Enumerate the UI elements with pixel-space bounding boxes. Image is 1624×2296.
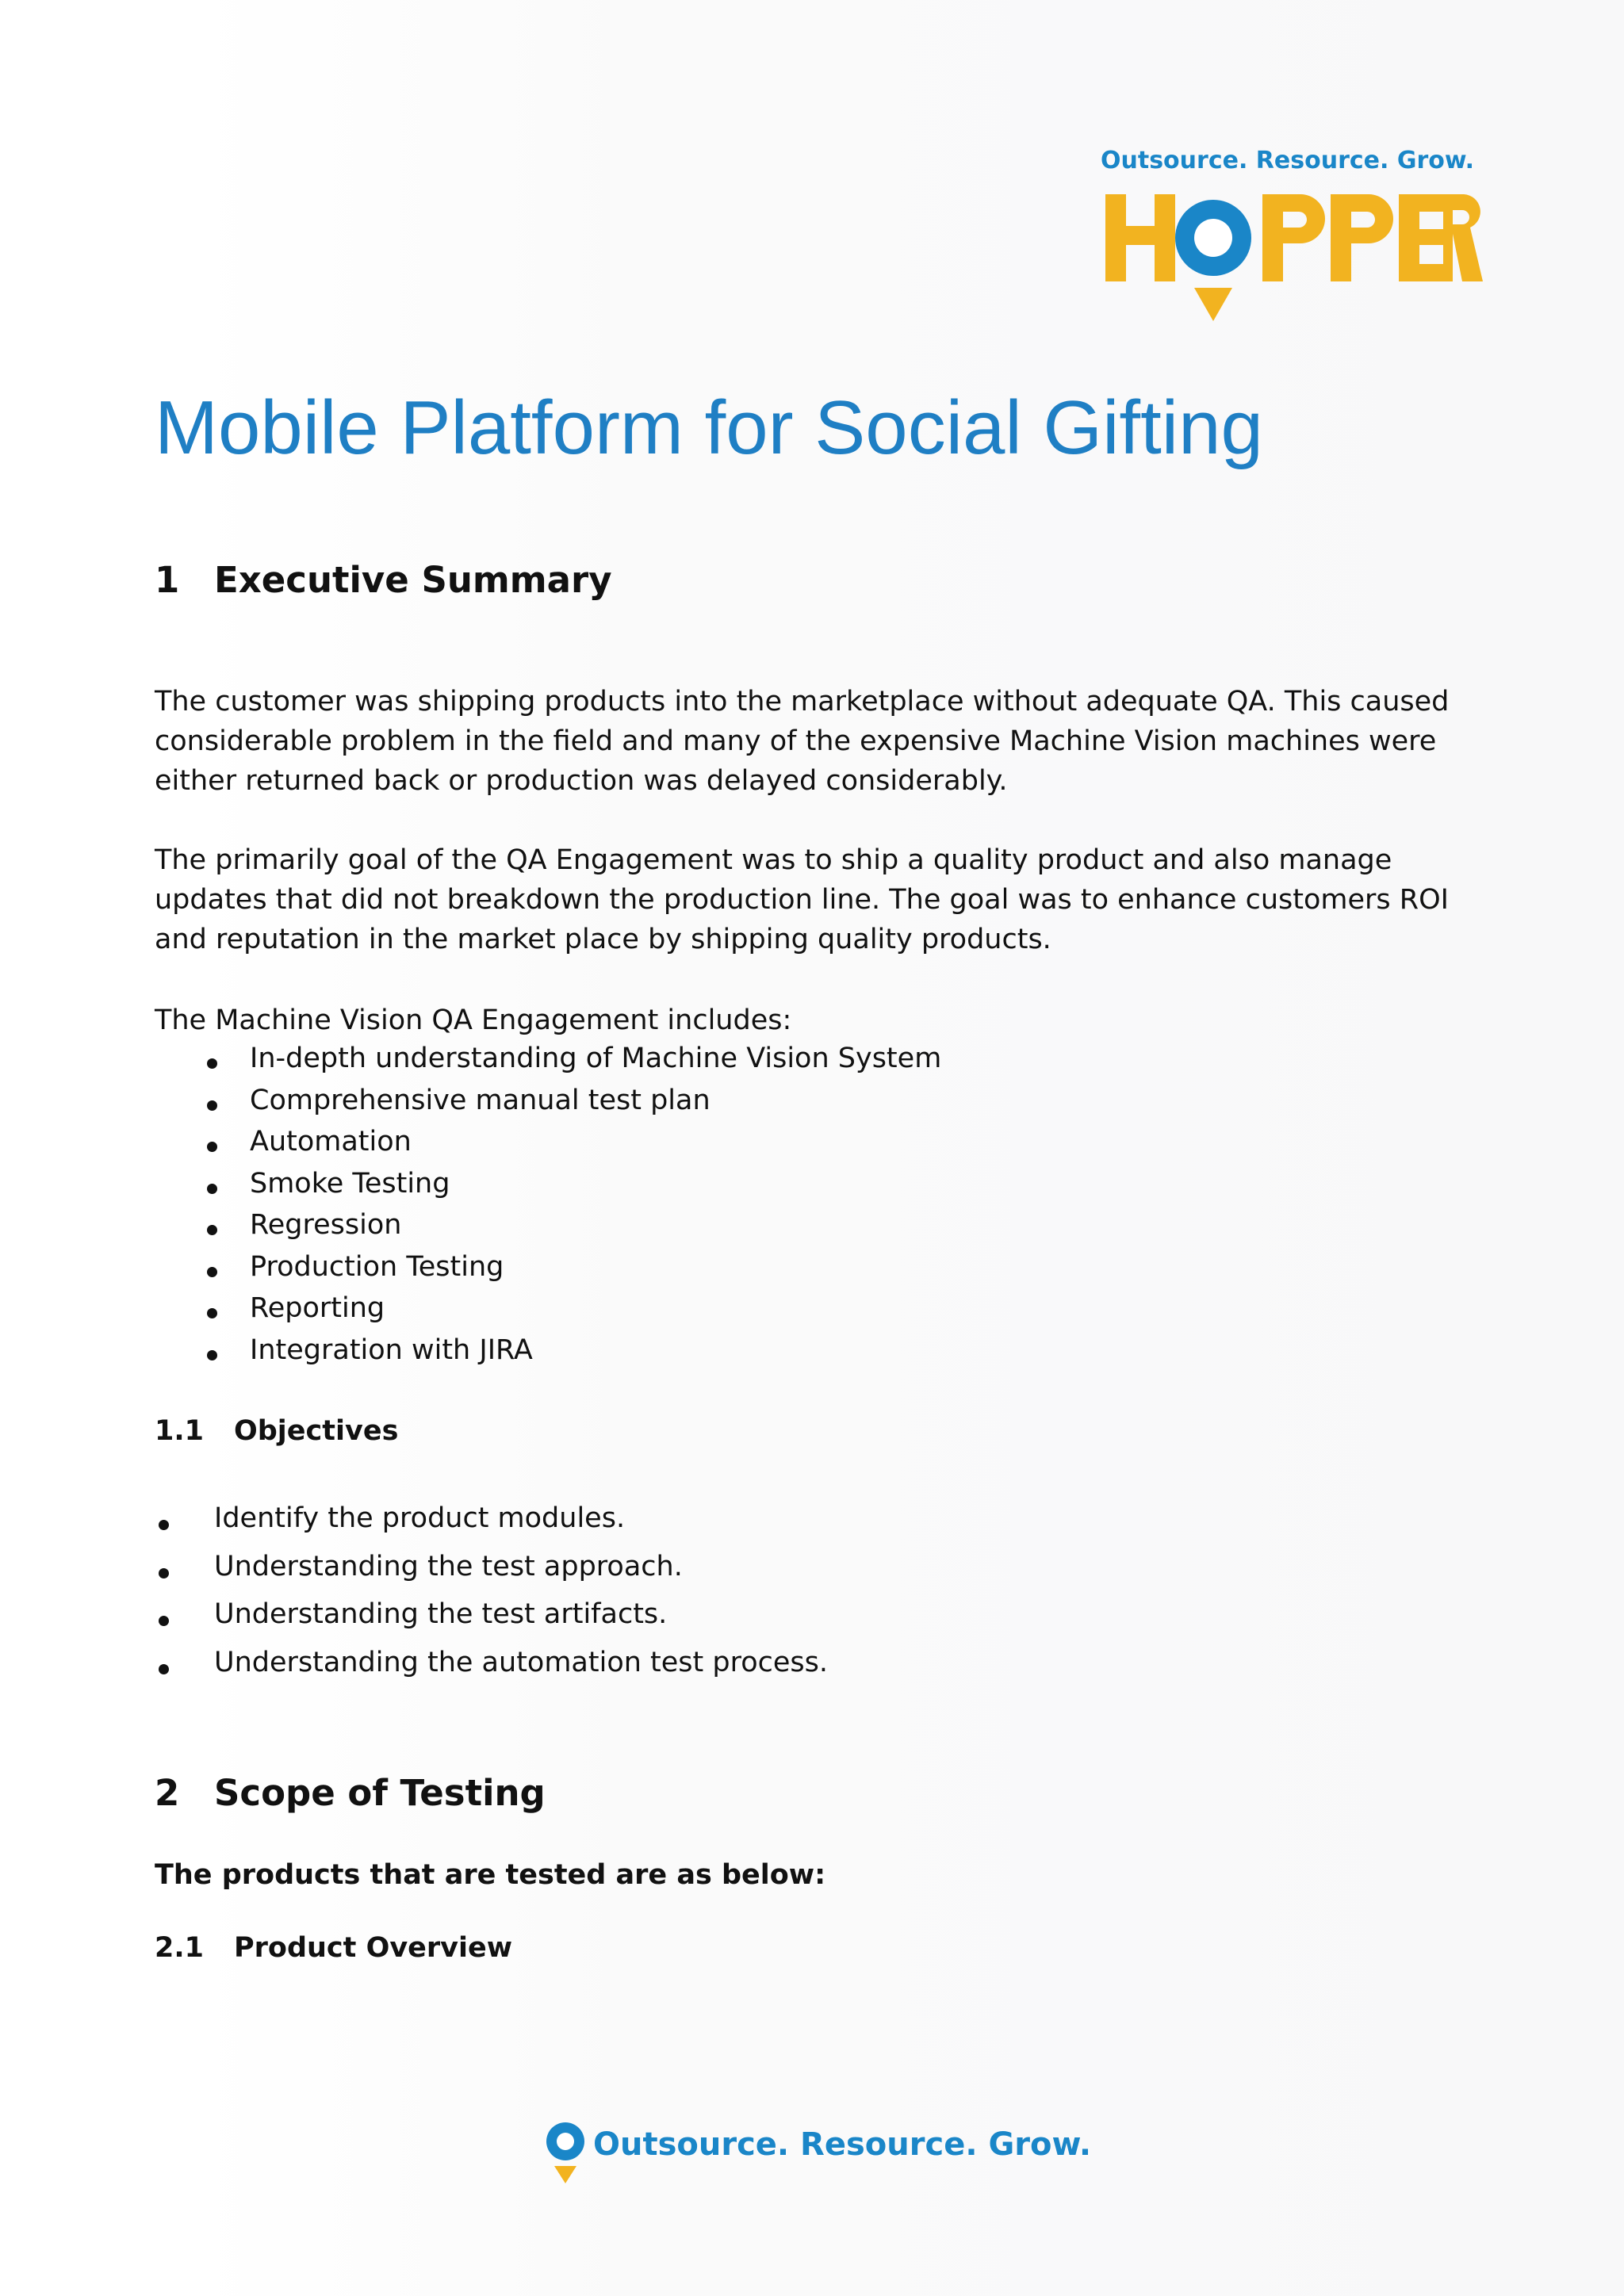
list-item xyxy=(214,1551,828,1599)
products-intro: The products that are tested are as below: xyxy=(155,1859,826,1891)
subsection-number: 2.1 xyxy=(155,1932,205,1964)
bullet-icon xyxy=(159,1616,169,1626)
summary-paragraph-2 xyxy=(155,840,1487,959)
includes-intro xyxy=(155,1001,1487,1040)
list-item-text: Reporting xyxy=(250,1292,385,1324)
list-item xyxy=(250,1292,941,1334)
bullet-icon xyxy=(207,1267,217,1277)
list-item-text: Regression xyxy=(250,1209,402,1241)
hopper-logo xyxy=(1101,147,1481,325)
list-item xyxy=(250,1168,941,1210)
paragraph-text: The primarily goal of the QA Engagement was to ship a quality product and also manage updates that did not breakdown the production line. The goal was to enhance customers ROI and reputation in the market place by shipping quality products. xyxy=(155,844,1449,955)
subsection-title: Objectives xyxy=(234,1415,399,1447)
list-item xyxy=(214,1647,828,1695)
map-pin-icon xyxy=(1175,200,1251,321)
list-item xyxy=(250,1126,941,1168)
bullet-icon xyxy=(159,1664,169,1674)
section-heading xyxy=(155,1772,546,1814)
paragraph-text: The Machine Vision QA Engagement includes: xyxy=(155,1004,792,1036)
footer-tagline: Outsource. Resource. Grow. xyxy=(593,2126,1092,2163)
bullet-icon xyxy=(207,1308,217,1318)
list-item-text: Understanding the test artifacts. xyxy=(214,1598,668,1630)
section-title: Executive Summary xyxy=(214,559,612,601)
objectives-list xyxy=(214,1502,828,1694)
section-heading xyxy=(155,559,612,601)
list-item xyxy=(214,1598,828,1647)
subsection-title: Product Overview xyxy=(234,1932,513,1964)
subsection-heading xyxy=(155,1932,512,1964)
list-item-text: In-depth understanding of Machine Vision System xyxy=(250,1043,942,1074)
list-item xyxy=(250,1085,941,1127)
list-item-text: Smoke Testing xyxy=(250,1167,450,1200)
list-item-text: Production Testing xyxy=(250,1250,504,1283)
document-title: Mobile Platform for Social Gifting xyxy=(155,385,1263,470)
bullet-icon xyxy=(159,1568,169,1578)
footer-logo xyxy=(539,2117,1094,2188)
list-item xyxy=(214,1502,828,1551)
paragraph-text: The customer was shipping products into the marketplace without adequate QA. This caused considerable problem in the field and many of the expensive Machine Vision machines were either returned back or production was delayed considerably. xyxy=(155,686,1450,797)
section-number: 2 xyxy=(155,1772,180,1814)
hopper-wordmark-r xyxy=(1443,178,1483,325)
bullet-icon xyxy=(207,1184,217,1194)
section-title: Scope of Testing xyxy=(214,1772,546,1814)
bullet-icon xyxy=(207,1058,217,1069)
includes-list xyxy=(250,1043,941,1376)
hopper-wordmark xyxy=(1101,178,1481,325)
list-item-text: Integration with JIRA xyxy=(250,1334,533,1366)
subsection-heading xyxy=(155,1415,398,1447)
bullet-icon xyxy=(207,1142,217,1152)
list-item-text: Automation xyxy=(250,1126,412,1158)
list-item xyxy=(250,1251,941,1293)
list-item-text: Identify the product modules. xyxy=(214,1502,626,1534)
subsection-number: 1.1 xyxy=(155,1415,205,1447)
list-item-text: Understanding the test approach. xyxy=(214,1550,683,1582)
list-item xyxy=(250,1043,941,1085)
list-item-text: Comprehensive manual test plan xyxy=(250,1084,710,1116)
bullet-icon xyxy=(207,1225,217,1235)
list-item-text: Understanding the automation test process. xyxy=(214,1646,828,1678)
bullet-icon xyxy=(207,1350,217,1360)
summary-paragraph-1 xyxy=(155,682,1487,801)
map-pin-icon xyxy=(544,2120,587,2185)
bullet-icon xyxy=(207,1100,217,1111)
list-item xyxy=(250,1334,941,1376)
list-item xyxy=(250,1209,941,1251)
logo-tagline: Outsource. Resource. Grow. xyxy=(1101,147,1475,174)
bullet-icon xyxy=(159,1520,169,1530)
section-number: 1 xyxy=(155,559,180,601)
